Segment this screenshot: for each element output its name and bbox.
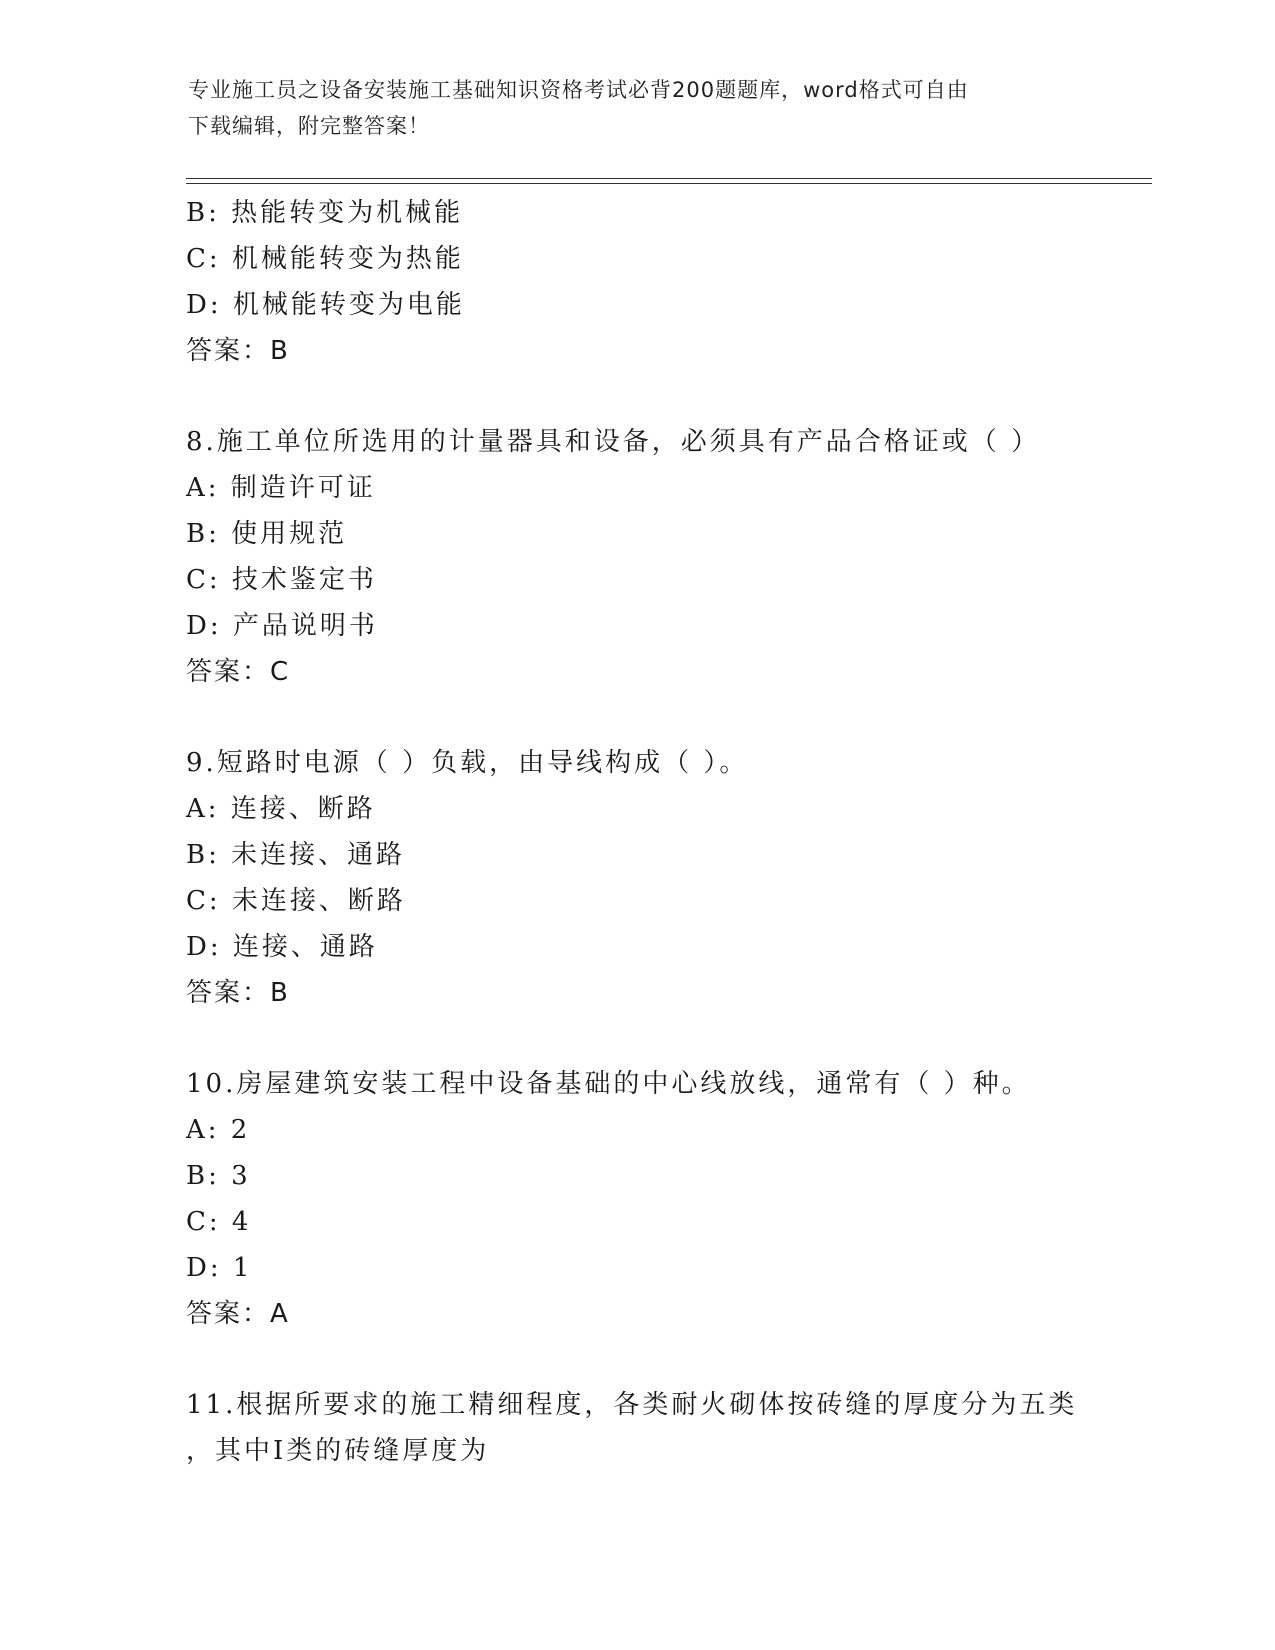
- question-8: [186, 419, 1152, 695]
- option-d: D: 连接、通路: [186, 932, 378, 962]
- question-11: [186, 1382, 1152, 1474]
- option-b: B: 使用规范: [186, 519, 348, 549]
- option-d: D: 1: [186, 1253, 253, 1283]
- option-c: C: 机械能转变为热能: [186, 244, 464, 274]
- option-d: D: 产品说明书: [186, 611, 378, 641]
- question-stem: 10.房屋建筑安装工程中设备基础的中心线放线，通常有（ ）种。: [186, 1069, 1031, 1099]
- header-divider-bottom: [186, 183, 1152, 184]
- option-a: A: 连接、断路: [186, 794, 376, 824]
- option-a: A: 2: [186, 1115, 251, 1145]
- answer-line: 答案：A: [186, 1299, 290, 1329]
- document-header: [188, 72, 1088, 144]
- option-c: C: 未连接、断路: [186, 886, 406, 916]
- header-title-line-1: 专业施工员之设备安装施工基础知识资格考试必背200题题库，word格式可自由: [188, 78, 969, 102]
- answer-line: 答案：B: [186, 978, 290, 1008]
- answer-line: 答案：B: [186, 336, 290, 366]
- question-list: [186, 190, 1152, 1474]
- option-b: B: 热能转变为机械能: [186, 198, 464, 228]
- question-stem-line-1: 11.根据所要求的施工精细程度，各类耐火砌体按砖缝的厚度分为五类: [186, 1390, 1078, 1420]
- option-b: B: 3: [186, 1161, 251, 1191]
- option-c: C: 4: [186, 1207, 252, 1237]
- answer-line: 答案：C: [186, 657, 291, 687]
- question-7-continued: [186, 190, 1152, 374]
- option-d: D: 机械能转变为电能: [186, 290, 465, 320]
- question-10: [186, 1061, 1152, 1337]
- header-title-line-2: 下载编辑，附完整答案！: [188, 114, 430, 138]
- option-a: A: 制造许可证: [186, 473, 376, 503]
- question-stem: 9.短路时电源（ ）负载，由导线构成（ ）。: [186, 748, 749, 778]
- option-b: B: 未连接、通路: [186, 840, 406, 870]
- question-stem-line-2: ，其中Ⅰ类的砖缝厚度为: [186, 1436, 490, 1466]
- option-c: C: 技术鉴定书: [186, 565, 377, 595]
- question-9: [186, 740, 1152, 1016]
- header-divider-top: [186, 178, 1152, 179]
- question-stem: 8.施工单位所选用的计量器具和设备，必须具有产品合格证或（ ）: [186, 427, 1041, 457]
